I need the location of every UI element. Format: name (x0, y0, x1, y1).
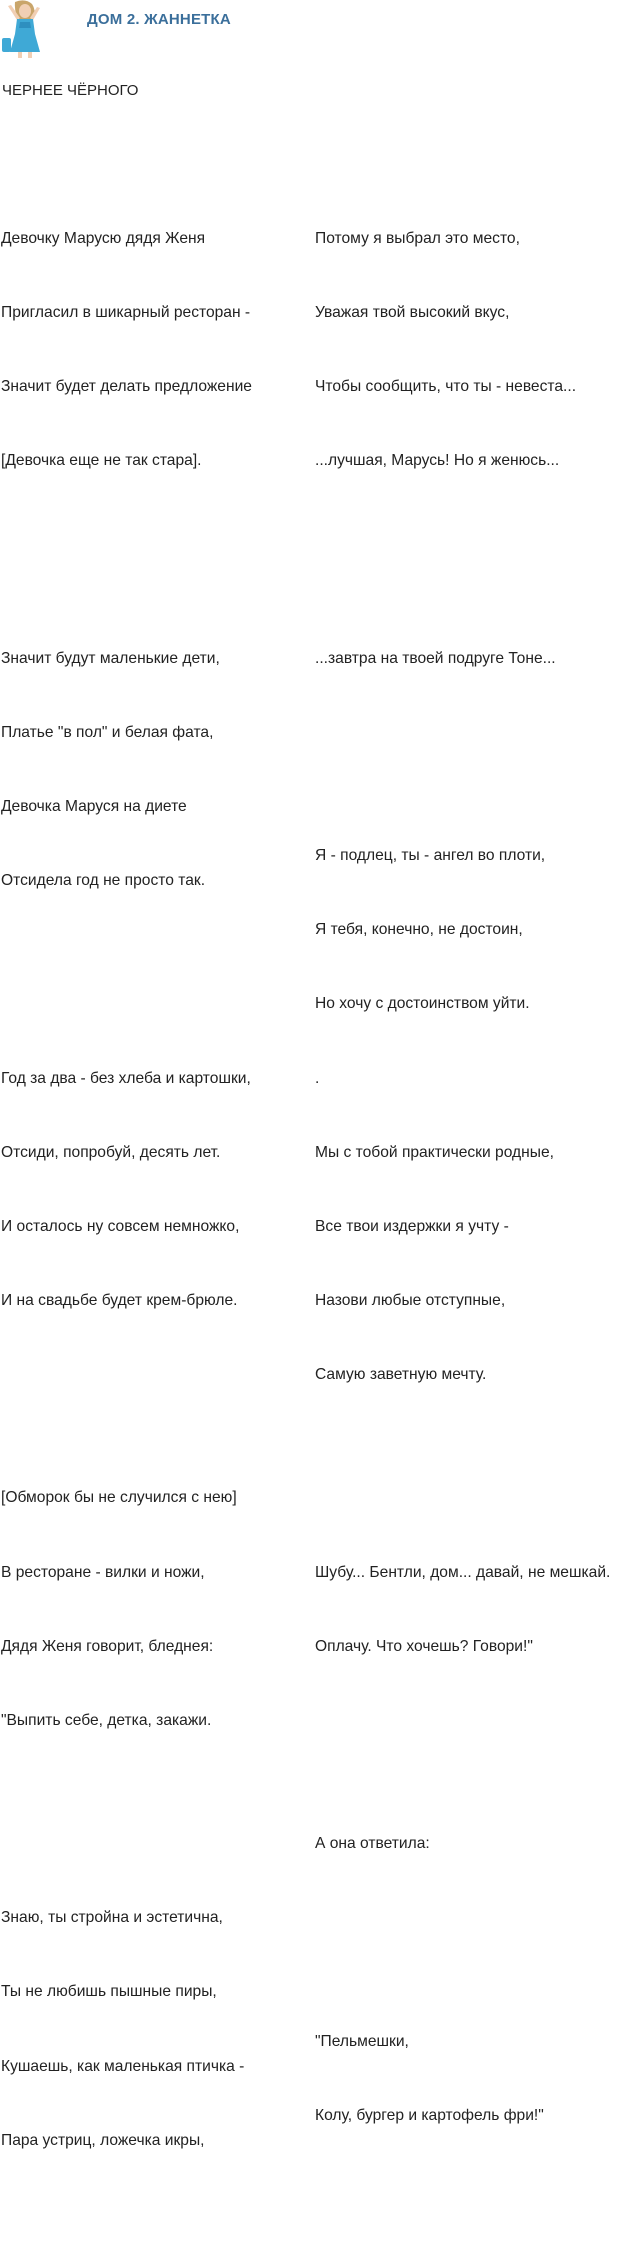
poem-line: Отсидела год не просто так. (1, 871, 206, 889)
poem-line: Девочка Маруся на диете (1, 797, 187, 815)
poem-line: ...завтра на твоей подруге Тоне... (315, 649, 556, 667)
stanza (315, 795, 610, 1437)
poem-line: Девочку Марусю дядя Женя (1, 229, 206, 247)
stanza (315, 597, 610, 721)
poem-line: Пара устриц, ложечка икры, (1, 2131, 205, 2149)
poem-line: Мы с тобой практически родные, (315, 1143, 554, 1161)
poem-left-column (1, 128, 252, 2252)
poem-right-column (315, 128, 610, 2227)
poem-line: Чтобы сообщить, что ты - невеста... (315, 378, 577, 395)
poem-line: Оплачу. Что хочешь? Говори!" (315, 1637, 533, 1655)
poem-line: Колу, бургер и картофель фри!" (315, 2106, 544, 2124)
poem-line: Уважая твой высокий вкус, (315, 303, 510, 321)
stanza (315, 177, 610, 523)
poem-line: Ты не любишь пышные пиры, (1, 1983, 217, 2001)
author-avatar[interactable] (0, 0, 50, 60)
poem-line: Отсиди, попробуй, десять лет. (1, 1143, 221, 1161)
poem-line: Я - подлец, ты - ангел во плоти, (315, 847, 546, 865)
poem-line: Самую заветную мечту. (315, 1365, 487, 1383)
post-header (0, 0, 640, 60)
poem-line: Я тебя, конечно, не достоин, (315, 921, 523, 939)
poem-line: Кушаешь, как маленькая птичка - (1, 2057, 245, 2075)
poem-line: [Девочка еще не так стара]. (1, 452, 202, 470)
poem-line: И на свадьбе будет крем-брюле. (1, 1291, 238, 1309)
poem-line: Пригласил в шикарный ресторан - (1, 303, 251, 321)
poem-line: Знаю, ты стройна и эстетична, (1, 1909, 223, 1927)
poem-line: Дядя Женя говорит, бледнея: (1, 1637, 214, 1655)
poem-line: Все твои издержки я учту - (315, 1217, 509, 1235)
poem-line: Назови любые отступные, (315, 1291, 506, 1309)
poem-line: Год за два - без хлеба и картошки, (1, 1069, 251, 1087)
stanza (1, 1437, 252, 1783)
poem-line: В ресторане - вилки и ножи, (1, 1563, 205, 1581)
poem-line: Значит будет делать предложение (1, 378, 252, 395)
poem-line: А она ответила: (315, 1835, 430, 1853)
stanza (315, 1980, 610, 2178)
poem-line: ...лучшая, Марусь! Но я женюсь... (315, 452, 560, 470)
poem-line: "Выпить себе, детка, закажи. (1, 1711, 212, 1729)
stanza (1, 177, 252, 523)
stanza (315, 1783, 610, 1907)
stanza (1, 1857, 252, 2203)
poem-line: [Обморок бы не случился с нею] (1, 1489, 237, 1507)
poem-line: Шубу... Бентли, дом... давай, не мешкай. (315, 1563, 611, 1581)
poem-line: "Пельмешки, (315, 2032, 409, 2050)
poem-line: И осталось ну совсем немножко, (1, 1217, 240, 1235)
post-byline[interactable]: ДОМ 2. ЖАННЕТКА (87, 11, 231, 28)
poem-line: Но хочу с достоинством уйти. (315, 995, 530, 1013)
poem-title: ЧЕРНЕЕ ЧЁРНОГО (2, 82, 139, 99)
poem-line: . (315, 1069, 320, 1087)
stanza (1, 1017, 252, 1363)
poem-line: Значит будут маленькие дети, (1, 649, 220, 667)
poem-line: Платье "в пол" и белая фата, (1, 723, 214, 741)
stanza (315, 1511, 610, 1709)
poem-line: Потому я выбрал это место, (315, 229, 520, 247)
stanza (1, 597, 252, 943)
